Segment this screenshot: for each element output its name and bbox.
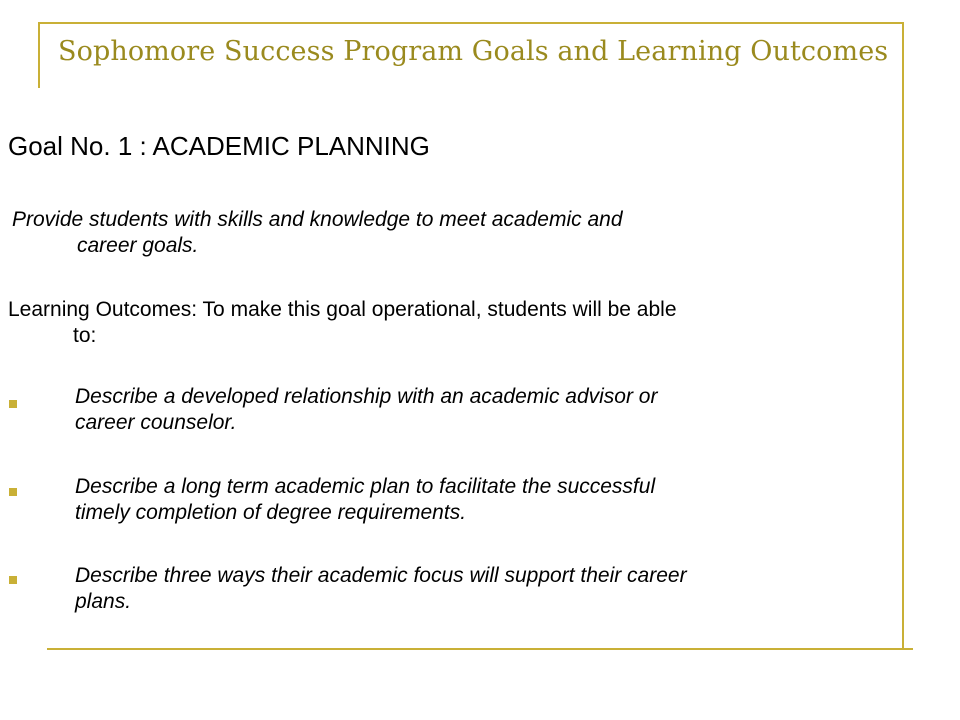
- outcome-item: [75, 474, 655, 526]
- slide-title: Sophomore Success Program Goals and Learning Outcomes: [58, 36, 889, 67]
- outcome-line-2: career counselor.: [75, 411, 237, 434]
- outcomes-intro-line-1: Learning Outcomes: To make this goal operational, students will be able: [8, 298, 677, 321]
- square-bullet-icon: [9, 400, 17, 408]
- outcome-item: [75, 384, 657, 436]
- square-bullet-icon: [9, 576, 17, 584]
- goal-description-line-2: career goals.: [77, 234, 199, 257]
- outcome-line-1: Describe a long term academic plan to facilitate the successful: [75, 475, 656, 498]
- outcome-line-1: Describe three ways their academic focus will support their career: [75, 564, 687, 587]
- left-divider: [38, 22, 40, 88]
- goal-description: [12, 207, 623, 259]
- goal-heading: Goal No. 1 : ACADEMIC PLANNING: [8, 131, 430, 161]
- bottom-divider: [47, 648, 913, 650]
- top-divider: [38, 22, 904, 24]
- outcomes-intro: [8, 297, 677, 349]
- outcome-item: [75, 563, 687, 615]
- outcome-line-2: timely completion of degree requirements.: [75, 501, 467, 524]
- outcome-line-1: Describe a developed relationship with an academic advisor or: [75, 385, 658, 408]
- square-bullet-icon: [9, 488, 17, 496]
- right-divider: [902, 22, 904, 650]
- goal-description-line-1: Provide students with skills and knowledge to meet academic and: [12, 208, 623, 231]
- outcome-line-2: plans.: [75, 590, 132, 613]
- outcomes-intro-line-2: to:: [73, 324, 97, 347]
